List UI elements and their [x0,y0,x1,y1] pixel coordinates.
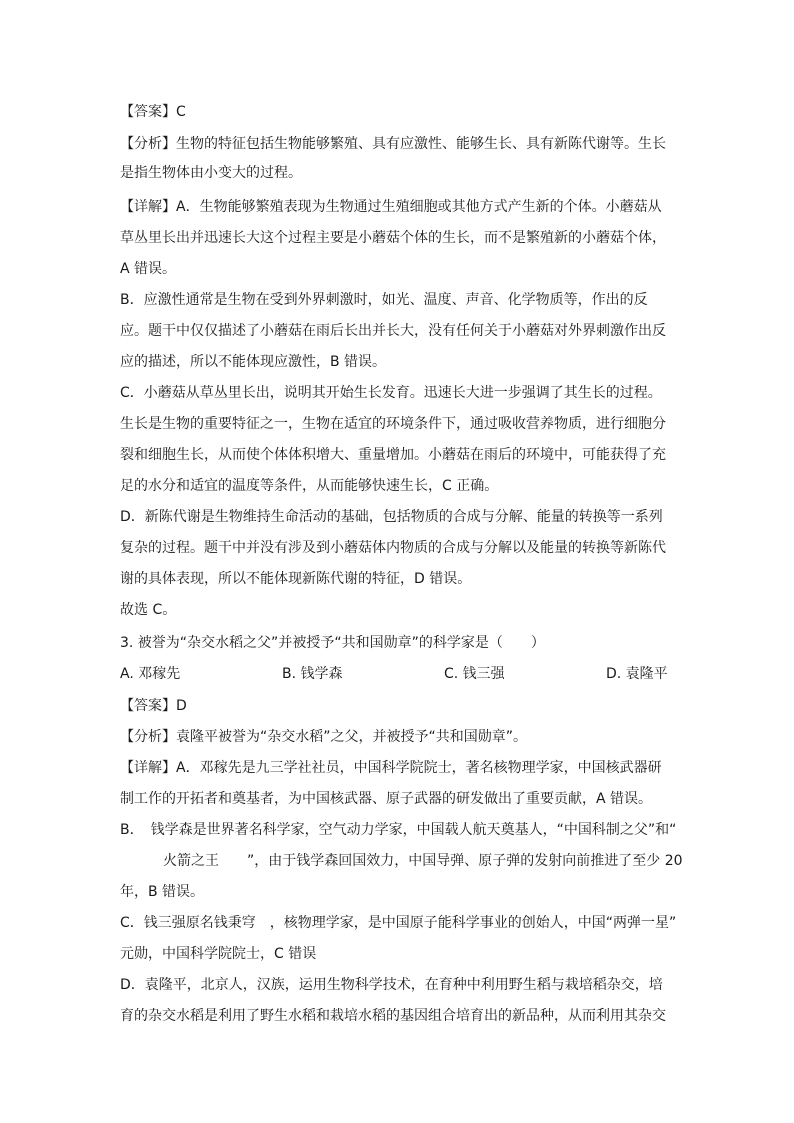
option-c: C. 钱三强 [444,666,505,682]
answer-line: 【答案】D [120,698,187,714]
text-line: 谢的具体表现，所以不能体现新陈代谢的特征，D 错误。 [120,571,472,587]
question-line: 3. 被誉为“杂交水稻之父”并被授予“共和国勋章”的科学家是（ ） [120,635,545,651]
text-line: 火箭之王 ”，由于钱学森回国效力，中国导弹、原子弹的发射向前推进了至少 20 [163,853,683,869]
text-line: 复杂的过程。题干中并没有涉及到小蘑菇体内物质的合成与分解以及能量的转换等新陈代 [120,540,666,556]
text-line: 育的杂交水稻是利用了野生水稻和栽培水稻的基因组合培育出的新品种，从而利用其杂交 [120,1008,666,1024]
text-line: C．小蘑菇从草丛里长出，说明其开始生长发育。迅速长大进一步强调了其生长的过程。 [120,385,662,401]
text-line: B．应激性通常是生物在受到外界刺激时，如光、温度、声音、化学物质等，作出的反 [120,292,648,308]
text-line: 年，B 错误。 [120,884,205,900]
option-a: A. 邓稼先 [120,666,181,682]
text-line: 应。题干中仅仅描述了小蘑菇在雨后长出并长大，没有任何关于小蘑菇对外界刺激作出反 [120,323,666,339]
text-line: A 错误。 [120,261,177,277]
text-line: 是指生物体由小变大的过程。 [120,165,302,181]
text-line: 生长是生物的重要特征之一，生物在适宜的环境条件下，通过吸收营养物质，进行细胞分 [120,416,666,432]
text-line: 足的水分和适宜的温度等条件，从而能够快速生长，C 正确。 [120,478,499,494]
text-line: 应的描述，所以不能体现应激性，B 错误。 [120,354,387,370]
conclusion-line: 故选 C。 [120,602,177,618]
detail-line: 【详解】A．邓稼先是九三学社社员，中国科学院院士，著名核物理学家，中国核武器研 [120,760,662,776]
answer-line: 【答案】C [120,104,186,120]
text-line: 裂和细胞生长，从而使个体体积增大、重量增加。小蘑菇在雨后的环境中，可能获得了充 [120,447,666,463]
text-line: 制工作的开拓者和奠基者，为中国核武器、原子武器的研发做出了重要贡献，A 错误。 [120,791,653,807]
text-line: B． 钱学森是世界著名科学家，空气动力学家，中国载人航天奠基人，“中国科制之父”和“ [120,822,677,838]
detail-line: 【详解】A．生物能够繁殖表现为生物通过生殖细胞或其他方式产生新的个体。小蘑菇从 [120,199,662,215]
text-line: 元勋，中国科学院院士，C 错误 [120,946,317,962]
text-line: 草丛里长出并迅速长大这个过程主要是小蘑菇个体的生长，而不是繁殖新的小蘑菇个体， [120,230,666,246]
text-line: D．新陈代谢是生物维持生命活动的基础，包括物质的合成与分解、能量的转换等一系列 [120,509,663,525]
text-line: C．钱三强原名钱秉穹 ，核物理学家，是中国原子能科学事业的创始人，中国“两弹一星” [120,915,677,931]
analysis-line: 【分析】生物的特征包括生物能够繁殖、具有应激性、能够生长、具有新陈代谢等。生长 [120,136,666,152]
text-line: D．袁隆平，北京人，汉族，运用生物科学技术，在育种中利用野生稻与栽培稻杂交，培 [120,977,663,993]
option-d: D. 袁隆平 [606,666,668,682]
analysis-line: 【分析】袁隆平被誉为“杂交水稻”之父，并被授予“共和国勋章”。 [120,729,528,745]
option-b: B. 钱学森 [282,666,343,682]
